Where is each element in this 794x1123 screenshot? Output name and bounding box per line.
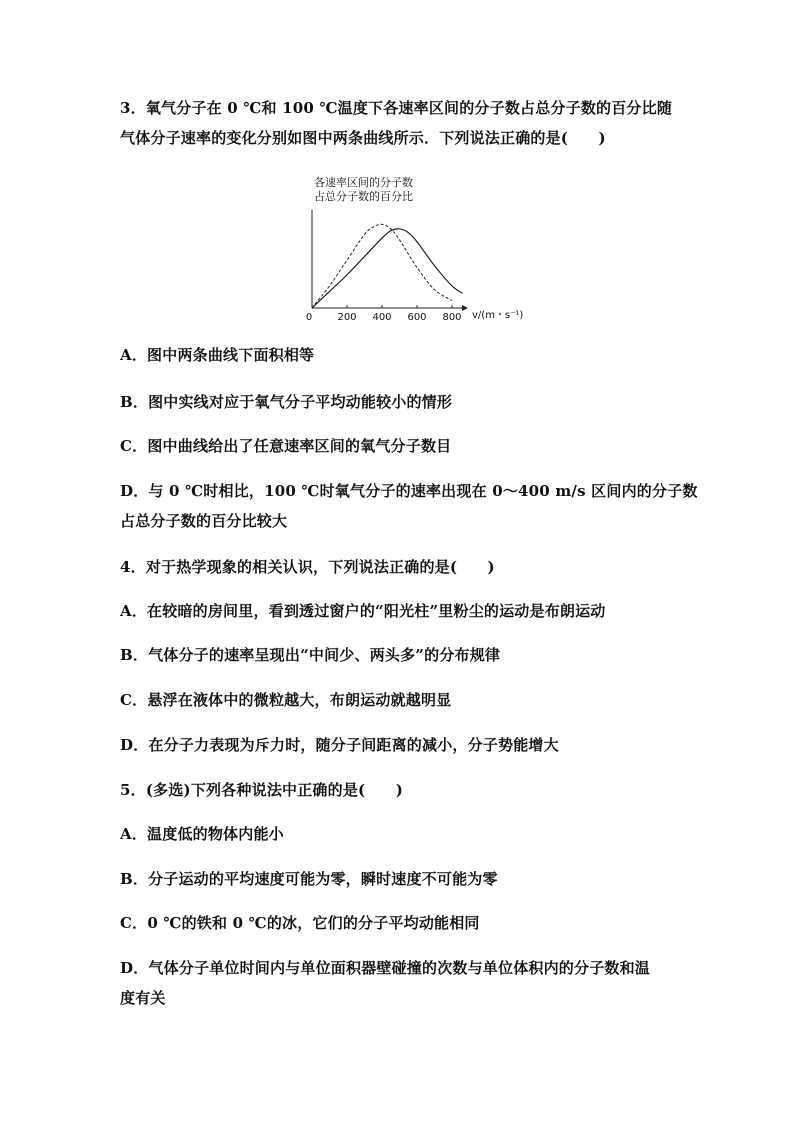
q3-option-a[interactable]: A．图中两条曲线下面积相等 <box>120 346 315 364</box>
q5-stem: 5．(多选)下列各种说法中正确的是( ) <box>120 781 404 799</box>
solid-curve <box>312 229 463 308</box>
x-tick-label: 400 <box>372 312 392 323</box>
q3-stem-line-1: 3．氧气分子在 0 ℃和 100 ℃温度下各速率区间的分子数占总分子数的百分比随 <box>120 99 673 117</box>
q4-stem: 4．对于热学现象的相关认识，下列说法正确的是( ) <box>120 558 495 576</box>
x-tick-label: 0 <box>305 312 313 323</box>
q5-option-d[interactable]: D．气体分子单位时间内与单位面积器壁碰撞的次数与单位体积内的分子数和温 <box>120 959 651 977</box>
q4-option-c[interactable]: C．悬浮在液体中的微粒越大，布朗运动就越明显 <box>120 691 452 709</box>
q5-option-b[interactable]: B．分子运动的平均速度可能为零，瞬时速度不可能为零 <box>120 870 498 888</box>
q4-option-a[interactable]: A．在较暗的房间里，看到透过窗户的“阳光柱”里粉尘的运动是布朗运动 <box>120 602 606 620</box>
y-axis-label-line-1: 各速率区间的分子数 <box>314 176 413 189</box>
q4-option-d[interactable]: D．在分子力表现为斥力时，随分子间距离的减小，分子势能增大 <box>120 736 559 754</box>
q5-option-a[interactable]: A．温度低的物体内能小 <box>120 825 284 843</box>
q5-option-c[interactable]: C．0 ℃的铁和 0 ℃的冰，它们的分子平均动能相同 <box>120 914 480 932</box>
q3-option-d[interactable]: D．与 0 ℃时相比，100 ℃时氧气分子的速率出现在 0～400 m/s 区间内的分子数 <box>120 482 698 500</box>
q5-option-d-cont: 度有关 <box>120 989 166 1007</box>
q3-option-c[interactable]: C．图中曲线给出了任意速率区间的氧气分子数目 <box>120 437 452 455</box>
x-tick-label: 600 <box>407 312 427 323</box>
x-tick-label: 200 <box>337 312 357 323</box>
q3-option-b[interactable]: B．图中实线对应于氧气分子平均动能较小的情形 <box>120 393 453 411</box>
x-tick-label: 800 <box>442 312 462 323</box>
x-axis-label: v/(m・s⁻¹) <box>472 310 524 321</box>
x-axis-arrow <box>462 305 468 311</box>
y-axis-label-line-2: 占总分子数的百分比 <box>314 190 413 203</box>
q4-option-b[interactable]: B．气体分子的速率呈现出“中间少、两头多”的分布规律 <box>120 646 501 664</box>
speed-distribution-chart <box>300 172 500 324</box>
speed-distribution-figure <box>300 172 524 324</box>
dashed-curve <box>312 224 452 308</box>
q3-option-d-cont: 占总分子数的百分比较大 <box>120 512 288 530</box>
q3-stem-line-2: 气体分子速率的变化分别如图中两条曲线所示．下列说法正确的是( ) <box>120 129 606 147</box>
